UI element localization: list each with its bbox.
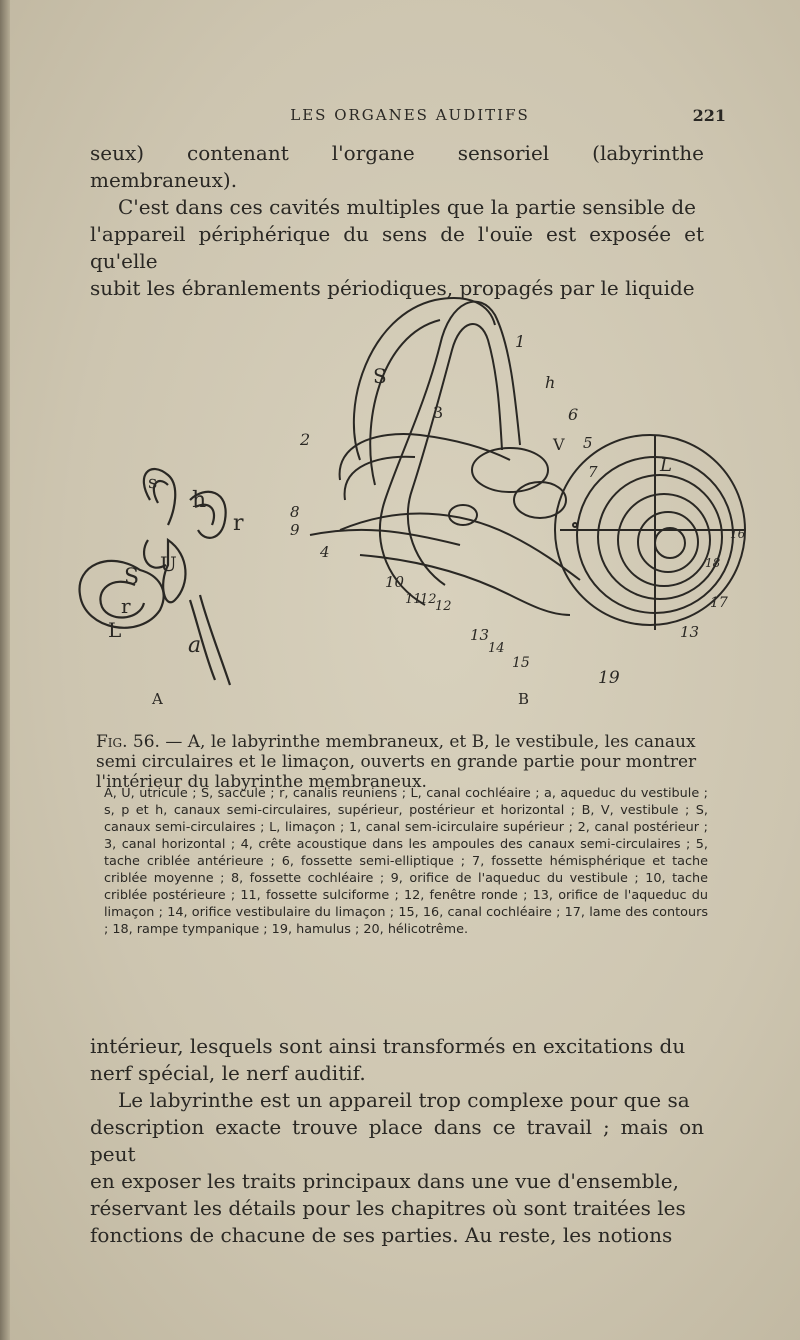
figure-label: 1 [515, 332, 526, 351]
figure-label: U [160, 552, 177, 576]
text-line: seux) contenant l'organe sensoriel (labyrinthe membraneux). [90, 141, 704, 192]
figure-label: 9 [290, 521, 300, 539]
text-line: description exacte trouve place dans ce travail ; mais on peut [90, 1115, 704, 1166]
figure-label: 12 [435, 599, 452, 614]
text-line: intérieur, lesquels sont ainsi transformés en excitations du [90, 1034, 686, 1058]
figure-label: 16 [730, 527, 746, 541]
panel-a-drawing [80, 469, 230, 685]
figure-label: r [121, 594, 131, 618]
body-text-bottom [90, 1033, 704, 1249]
figure-caption [96, 732, 708, 792]
figure-legend: A, U, utricule ; S, saccule ; r, canalis reuniens ; L, canal cochléaire ; a, aqueduc du vestibule ; s, p et h, canaux semi-circulaires, supérieur, postérieur et horizontal ; B, V, vestibule ; S, canaux semi-circulaires ; L, limaçon ; 1, canal sem-icirculaire supérieur ; 2, canal postérieur ; 3, canal horizontal ; 4, crête acoustique dans les ampoules des canaux semi-circulaires ; 5, tache criblée antérieure ; 6, fossette semi-elliptique ; 7, fossette hémisphérique et tache criblée moyenne ; 8, fossette cochléaire ; 9, orifice de l'aqueduc du vestibule ; 10, tache criblée postérieure ; 11, fossette sulciforme ; 12, fenêtre ronde ; 13, orifice de l'aqueduc du limaçon ; 14, orifice vestibulaire du limaçon ; 15, 16, canal cochléaire ; 17, lame des contours ; 18, rampe tympanique ; 19, hamulus ; 20, hélicotrême. [104, 786, 708, 937]
figure-label: 5 [583, 434, 593, 452]
anatomical-figure [40, 285, 760, 710]
figure-label: L [660, 455, 672, 476]
panel-b-drawing [310, 298, 745, 630]
figure-label: 11 [405, 592, 422, 607]
figure-label: V [553, 435, 565, 454]
figure-label: 13 [470, 626, 490, 644]
running-title: LES ORGANES AUDITIFS [290, 106, 530, 124]
figure-label: 15 [512, 655, 530, 671]
figure-number: Fig. 56. [96, 732, 160, 752]
labyrinth-illustration [40, 285, 760, 710]
text-line: C'est dans ces cavités multiples que la partie sensible de [118, 195, 696, 219]
figure-label: a [188, 633, 202, 658]
figure-label: 10 [385, 573, 405, 591]
figure-label: s [148, 472, 158, 493]
figure-label: L [108, 618, 122, 642]
figure-label: 12 [420, 592, 437, 607]
text-line: l'appareil périphérique du sens de l'ouïe est exposée et qu'elle [90, 222, 704, 273]
page-edge-shadow [0, 0, 10, 1340]
figure-label: 13 [680, 623, 700, 641]
body-text-top [90, 140, 704, 302]
figure-label: 6 [568, 405, 579, 424]
text-line: fonctions de chacune de ses parties. Au reste, les notions [90, 1223, 673, 1247]
text-line: nerf spécial, le nerf auditif. [90, 1061, 366, 1085]
figure-label: 19 [598, 668, 620, 688]
figure-label: S [373, 364, 387, 388]
text-line: réservant les détails pour les chapitres où sont traitées les [90, 1196, 686, 1220]
figure-label: 4 [320, 543, 330, 561]
text-line: Le labyrinthe est un appareil trop complexe pour que sa [118, 1088, 690, 1112]
figure-label: S [124, 565, 140, 590]
figure-label: 2 [300, 430, 311, 449]
figure-label: 17 [710, 595, 728, 611]
figure-label: 8 [290, 503, 300, 521]
page-header [90, 106, 730, 130]
figure-label: h [192, 488, 207, 513]
page-number: 221 [692, 106, 726, 125]
figure-label: r [233, 511, 244, 536]
figure-label: 3 [433, 403, 444, 422]
figure-label: h [545, 373, 556, 392]
panel-b-label: B [518, 690, 530, 708]
figure-label: 18 [705, 556, 721, 570]
figure-label: 7 [588, 463, 598, 481]
text-line: subit les ébranlements périodiques, propagés par le liquide [90, 276, 695, 300]
panel-a-label: A [152, 690, 163, 708]
figure-label: 14 [488, 641, 505, 656]
caption-text: — A, le labyrinthe membraneux, et B, le vestibule, les canaux semi circulaires et le limaçon, ouverts en grande partie pour montrer l'intérieur du labyrinthe membraneux. [96, 732, 697, 792]
text-line: en exposer les traits principaux dans une vue d'ensemble, [90, 1169, 679, 1193]
